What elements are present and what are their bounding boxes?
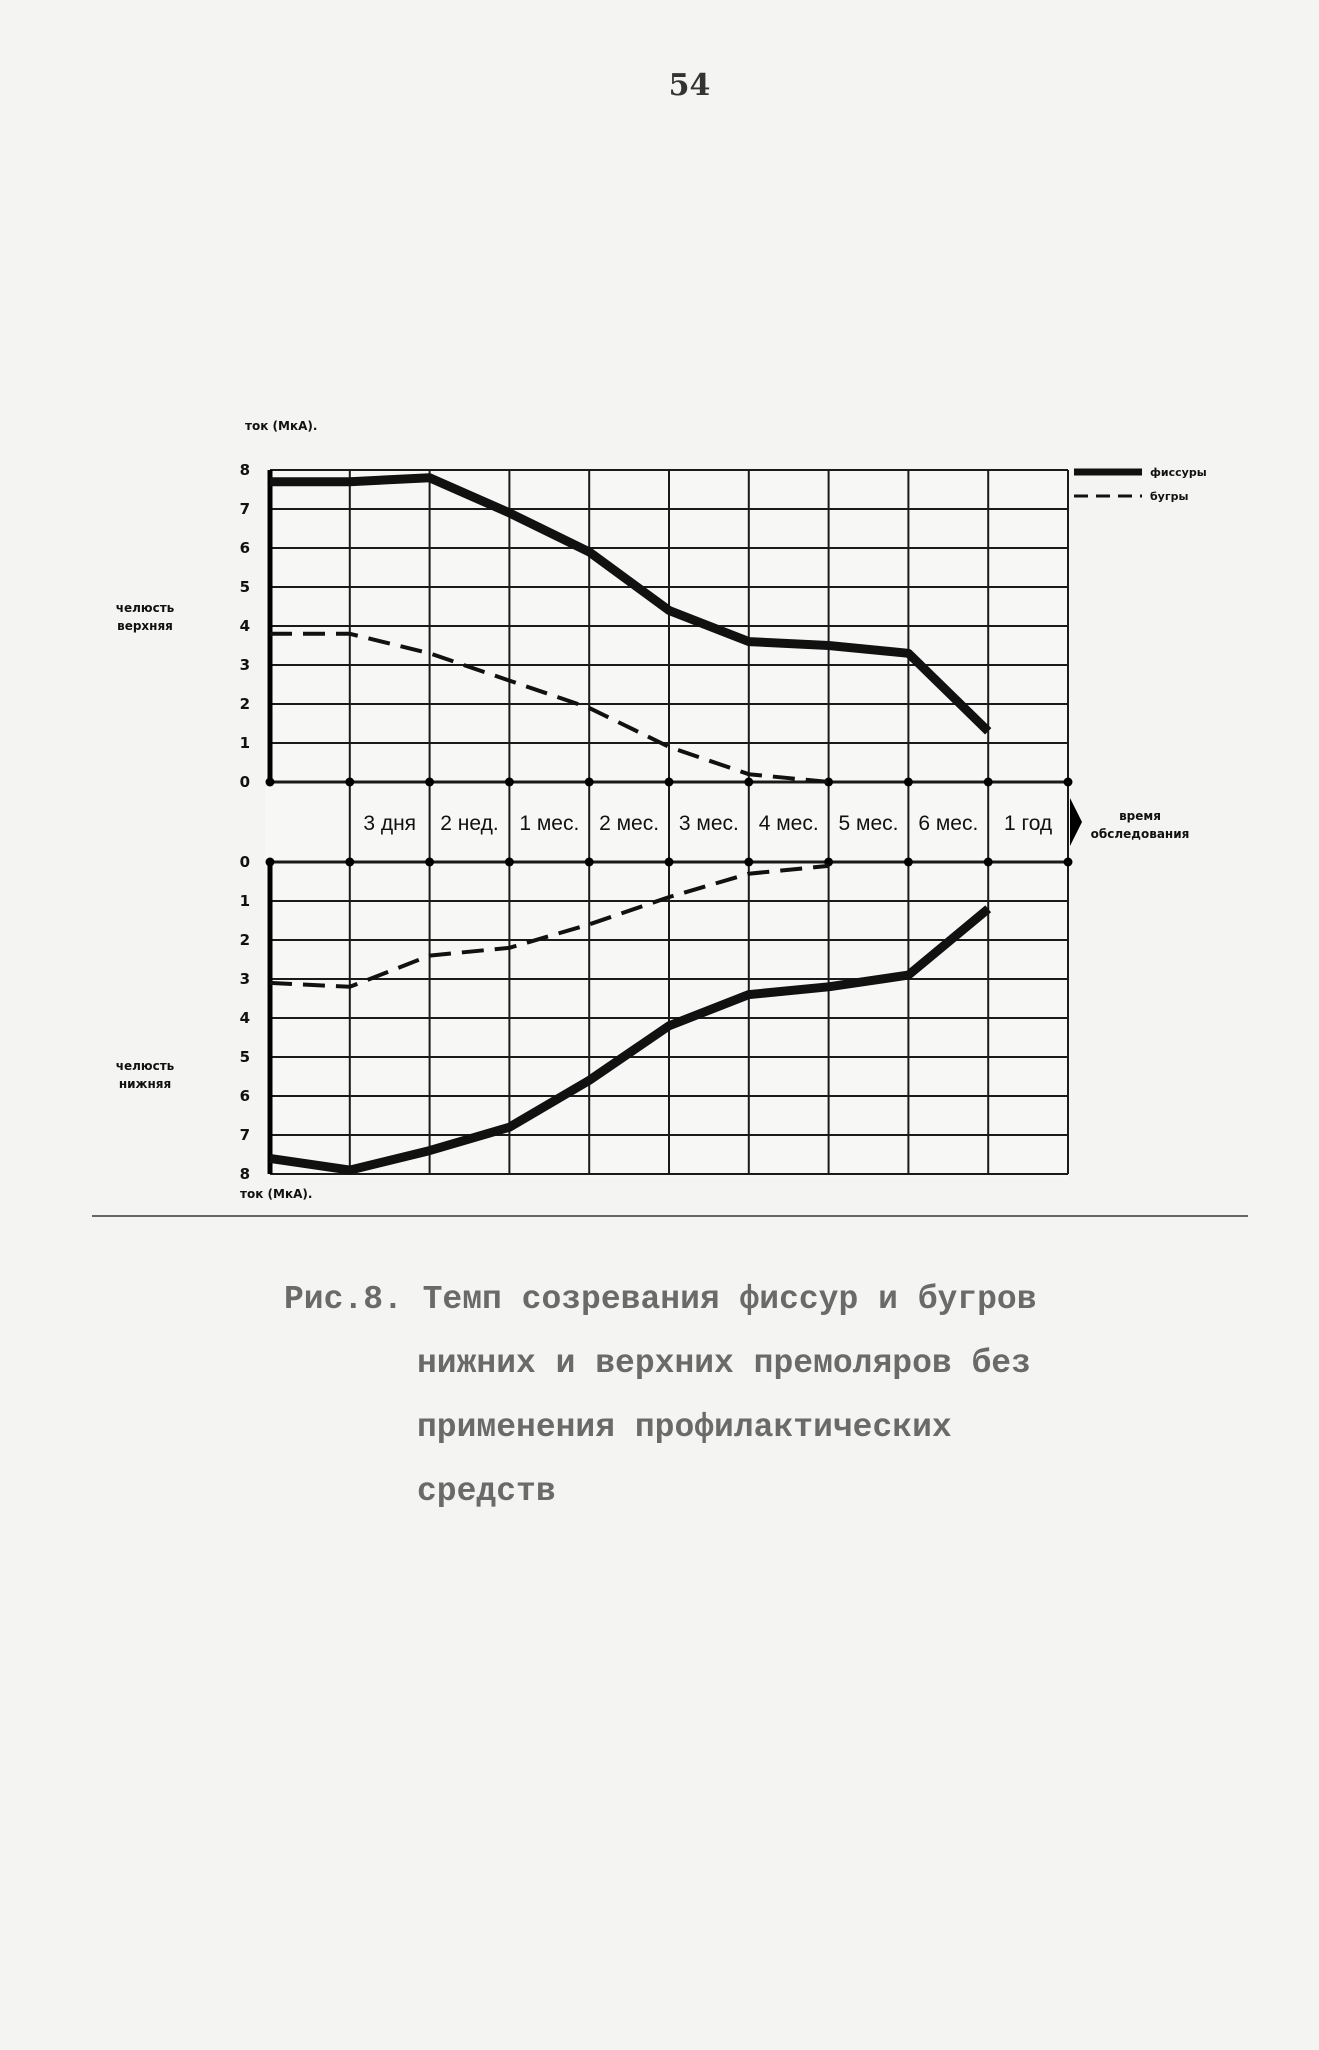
category-label: 4 мес. — [758, 812, 819, 835]
axis-dot — [585, 858, 594, 867]
axis-dot — [266, 778, 275, 787]
category-label: 3 мес. — [678, 812, 739, 835]
y-tick-label: 0 — [239, 773, 250, 791]
y-tick-label: 5 — [239, 578, 250, 596]
y-tick-label: 3 — [239, 970, 250, 988]
caption-line: нижних и верхних премоляров без — [417, 1345, 1031, 1382]
y-tick-label: 0 — [239, 853, 250, 871]
panel-label-upper: челюсть — [115, 601, 175, 615]
legend — [1074, 466, 1207, 503]
axis-dot — [984, 858, 993, 867]
y-tick-label: 3 — [239, 656, 250, 674]
category-label: 3 дня — [363, 812, 417, 835]
axis-dot — [425, 858, 434, 867]
y-unit-label-upper: ток (МкА). — [245, 419, 318, 433]
category-label: 1 год — [1004, 812, 1053, 835]
axis-dot — [984, 778, 993, 787]
axis-dot — [665, 858, 674, 867]
axis-dot — [266, 858, 275, 867]
y-unit-label-lower: ток (МкА). — [240, 1187, 313, 1201]
panel-label-upper: верхняя — [117, 619, 173, 633]
caption-line: средств — [417, 1473, 556, 1510]
y-tick-label: 4 — [239, 1009, 250, 1027]
x-axis-label: обследования — [1090, 827, 1190, 841]
y-tick-label: 8 — [239, 1165, 250, 1183]
caption-line: применения профилактических — [417, 1409, 952, 1446]
y-tick-label: 7 — [239, 500, 250, 518]
legend-label: бугры — [1150, 490, 1189, 503]
axis-dot — [904, 858, 913, 867]
category-label: 6 мес. — [918, 812, 979, 835]
y-tick-label: 8 — [239, 461, 250, 479]
axis-dot — [505, 778, 514, 787]
y-tick-label: 6 — [239, 1087, 250, 1105]
category-labels — [363, 812, 1052, 835]
legend-label: фиссуры — [1150, 466, 1207, 479]
panel-label-lower: нижняя — [118, 1077, 172, 1091]
panel-label-lower: челюсть — [115, 1059, 175, 1073]
axis-dot — [345, 778, 354, 787]
y-tick-label: 2 — [239, 931, 250, 949]
axis-dot — [904, 778, 913, 787]
y-tick-label: 1 — [239, 734, 250, 752]
caption-line: Рис.8. Темп созревания фиссур и бугров — [284, 1281, 1037, 1318]
axis-dot — [345, 858, 354, 867]
y-tick-label: 7 — [239, 1126, 250, 1144]
axis-dot — [665, 778, 674, 787]
page-number: 54 — [668, 68, 711, 103]
axis-dot — [744, 778, 753, 787]
y-tick-label: 1 — [239, 892, 250, 910]
y-tick-label: 2 — [239, 695, 250, 713]
category-label: 1 мес. — [519, 812, 580, 835]
axis-dot — [425, 778, 434, 787]
category-label: 5 мес. — [838, 812, 899, 835]
axis-dot — [744, 858, 753, 867]
axis-dot — [505, 858, 514, 867]
figure-caption — [284, 1268, 1044, 1524]
y-tick-label: 4 — [239, 617, 250, 635]
axis-dot — [585, 778, 594, 787]
category-label: 2 мес. — [599, 812, 660, 835]
axis-dot — [1064, 858, 1073, 867]
axis-arrow — [1070, 798, 1082, 846]
x-axis-label: время — [1119, 809, 1161, 823]
y-tick-label: 6 — [239, 539, 250, 557]
category-label: 2 нед. — [440, 812, 499, 835]
axis-dot — [1064, 778, 1073, 787]
y-tick-label: 5 — [239, 1048, 250, 1066]
